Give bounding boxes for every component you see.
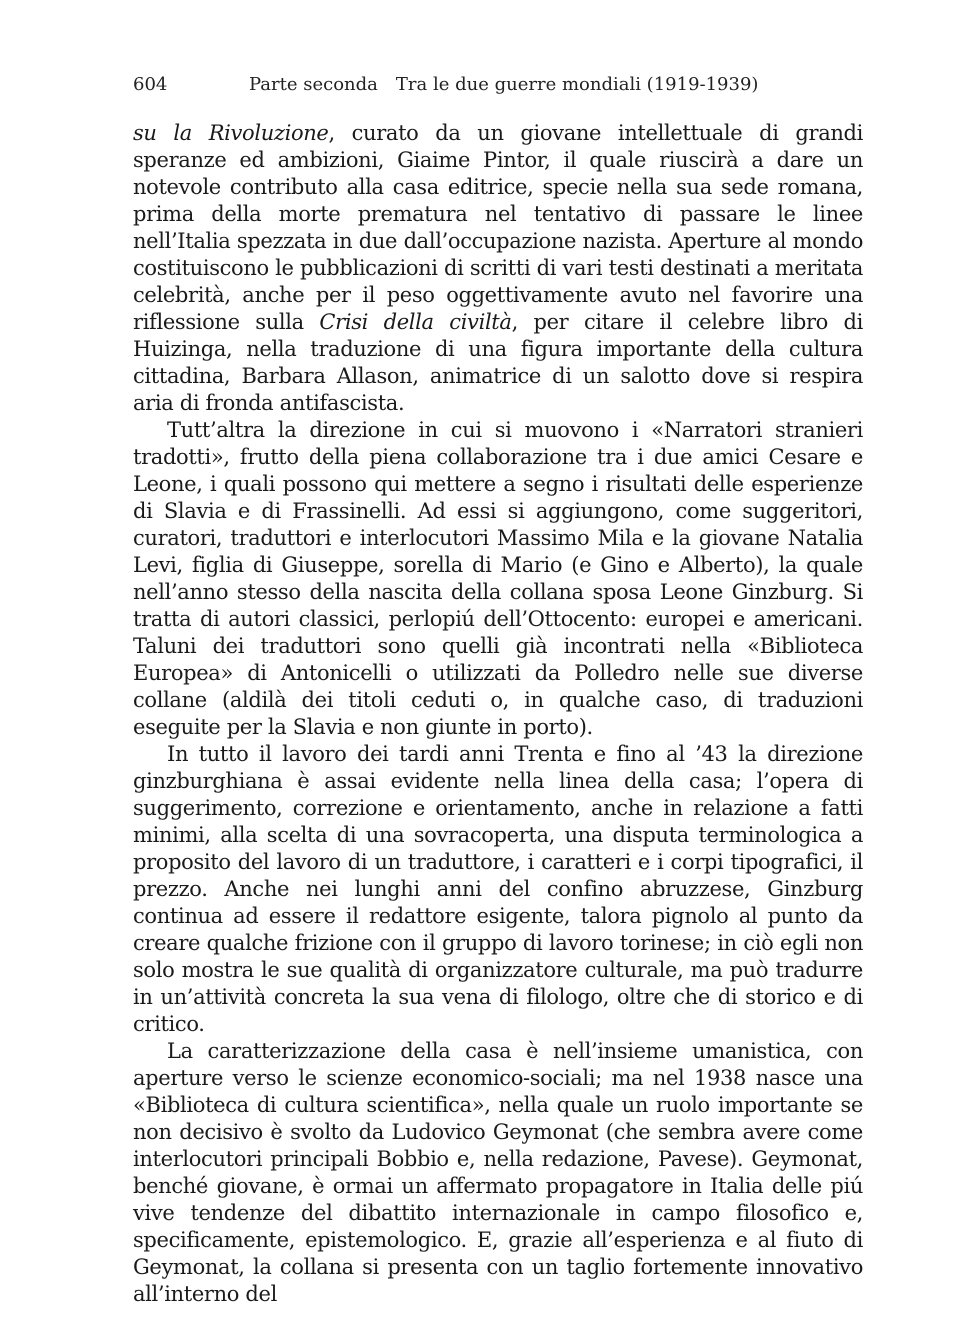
italic-title: Crisi della civiltà bbox=[319, 310, 512, 334]
paragraph: Tutt’altra la direzione in cui si muovono i «Narratori stranieri tradotti», frutto della piena collaborazione tra i due amici Cesare e Leone, i quali possono qui mettere a segno i risultati delle esperienze di Slavia e di Frassinelli. Ad essi si aggiungono, come suggeritori, curatori, traduttori e interlocutori Massimo Mila e la giovane Natalia Levi, figlia di Giuseppe, sorella di Mario (e Gino e Alberto), la quale nell’anno stesso della nascita della collana sposa Leone Ginzburg. Si tratta di autori classici, perlopiú dell’Ottocento: europei e americani. Taluni dei traduttori sono quelli già incontrati nella «Biblioteca Europea» di Antonicelli o utilizzati da Polledro nelle sue diverse collane (aldilà dei titoli ceduti o, in qualche caso, di traduzioni eseguite per la Slavia e non giunte in porto). bbox=[133, 418, 863, 739]
paragraph: In tutto il lavoro dei tardi anni Trenta e fino al ’43 la direzione ginzburghiana è assai evidente nella linea della casa; l’opera di suggerimento, correzione e orientamento, anche in relazione a fatti minimi, alla scelta di una sovracoperta, una disputa terminologica a proposito del lavoro di un traduttore, i caratteri e i corpi tipografici, il prezzo. Anche nei lunghi anni del confino abruzzese, Ginzburg continua ad essere il redattore esigente, talora pignolo al punto da creare qualche frizione con il gruppo di lavoro torinese; in ciò egli non solo mostra le sue qualità di organizzatore culturale, ma può tradurre in un’attività concreta la sua vena di filologo, oltre che di storico e di critico. bbox=[133, 742, 863, 1036]
running-header bbox=[133, 74, 863, 104]
chapter-title: Tra le due guerre mondiali (1919-1939) bbox=[395, 74, 759, 95]
running-title bbox=[249, 74, 758, 95]
body-text bbox=[133, 120, 863, 1308]
page-number: 604 bbox=[133, 74, 168, 95]
italic-title: su la Rivoluzione bbox=[133, 121, 329, 145]
part-title: Parte seconda bbox=[249, 74, 378, 95]
paragraph: La caratterizzazione della casa è nell’insieme umanistica, con aperture verso le scienze economico-sociali; ma nel 1938 nasce una «Biblioteca di cultura scientifica», nella quale un ruolo importante se non decisivo è svolto da Ludovico Geymonat (che sembra avere come interlocutori principali Bobbio e, nella redazione, Pavese). Geymonat, benché giovane, è ormai un affermato propagatore in Italia delle piú vive tendenze del dibattito internazionale in campo filosofico e, specificamente, epistemologico. E, grazie all’esperienza e al fiuto di Geymonat, la collana si presenta con un taglio fortemente innovativo all’interno del bbox=[133, 1039, 863, 1306]
paragraph: su la Rivoluzione, curato da un giovane intellettuale di grandi speranze ed ambizioni, Giaime Pintor, il quale riuscirà a dare un notevole contributo alla casa editrice, specie nella sua sede romana, prima della morte prematura nel tentativo di passare le linee nell’Italia spezzata in due dall’occupazione nazista. Aperture al mondo costituiscono le pubblicazioni di scritti di vari testi destinati a meritata celebrità, anche per il peso oggettivamente avuto nel favorire una riflessione sulla Crisi della civiltà, per citare il celebre libro di Huizinga, nella traduzione di una figura importante della cultura cittadina, Barbara Allason, animatrice di un salotto dove si respira aria di fronda antifascista. bbox=[133, 121, 864, 415]
